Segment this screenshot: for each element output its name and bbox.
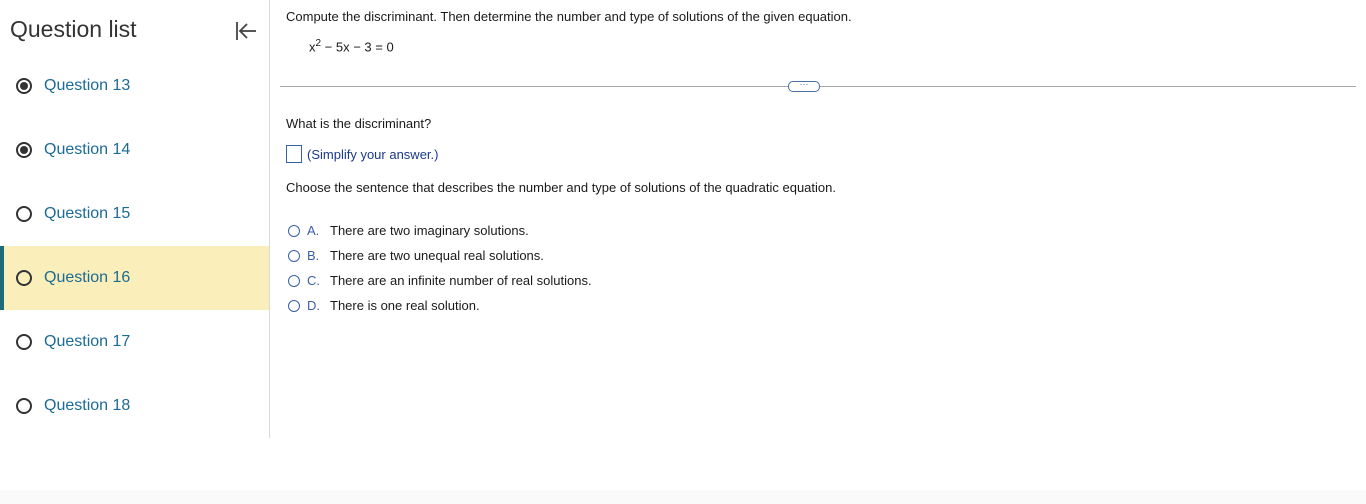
question-item-16[interactable] <box>0 246 269 310</box>
equation-exponent: 2 <box>315 38 322 49</box>
question-item-15[interactable] <box>0 182 269 246</box>
question-list-sidebar <box>0 0 270 438</box>
option-radio-icon[interactable] <box>288 300 300 312</box>
question-label: Question 13 <box>44 77 131 94</box>
equation-base: x <box>309 39 316 55</box>
option-text: There are two unequal real solutions. <box>330 248 544 263</box>
answer-options <box>288 218 592 318</box>
unanswered-radio-icon <box>16 206 32 222</box>
unanswered-radio-icon <box>16 334 32 350</box>
unanswered-radio-icon <box>16 398 32 414</box>
option-radio-icon[interactable] <box>288 250 300 262</box>
collapse-sidebar-button[interactable] <box>232 18 260 44</box>
collapse-left-icon <box>234 20 258 42</box>
question-item-14[interactable] <box>0 118 269 182</box>
question-label: Question 14 <box>44 141 131 158</box>
equation <box>309 38 394 54</box>
answered-radio-icon <box>16 78 32 94</box>
answered-radio-icon <box>16 142 32 158</box>
question-label: Question 16 <box>44 269 131 286</box>
question-label: Question 17 <box>44 333 131 350</box>
answer-row <box>286 145 438 163</box>
discriminant-question: What is the discriminant? <box>286 116 432 131</box>
question-item-17[interactable] <box>0 310 269 374</box>
option-radio-icon[interactable] <box>288 275 300 287</box>
sidebar-title: Question list <box>10 16 137 42</box>
option-a[interactable] <box>288 218 592 243</box>
question-prompt: Compute the discriminant. Then determine the number and type of solutions of the given equation. <box>286 9 852 24</box>
discriminant-answer-input[interactable] <box>286 145 302 163</box>
unanswered-radio-icon <box>16 270 32 286</box>
option-letter: D. <box>307 298 320 313</box>
option-text: There are two imaginary solutions. <box>330 223 529 238</box>
option-letter: A. <box>307 223 320 238</box>
question-label: Question 15 <box>44 205 131 222</box>
solution-type-question: Choose the sentence that describes the number and type of solutions of the quadratic equation. <box>286 180 836 195</box>
option-text: There are an infinite number of real solutions. <box>330 273 592 288</box>
option-letter: C. <box>307 273 320 288</box>
expand-more-button[interactable]: ··· <box>788 81 820 92</box>
option-text: There is one real solution. <box>330 298 480 313</box>
option-c[interactable] <box>288 268 592 293</box>
question-item-13[interactable] <box>0 54 269 118</box>
option-b[interactable] <box>288 243 592 268</box>
equation-rest: − 5x − 3 = 0 <box>321 39 394 55</box>
option-letter: B. <box>307 248 320 263</box>
question-item-18[interactable] <box>0 374 269 438</box>
simplify-hint: (Simplify your answer.) <box>307 146 439 162</box>
option-d[interactable] <box>288 293 592 318</box>
footer-band <box>0 490 1366 504</box>
question-label: Question 18 <box>44 397 131 414</box>
option-radio-icon[interactable] <box>288 225 300 237</box>
